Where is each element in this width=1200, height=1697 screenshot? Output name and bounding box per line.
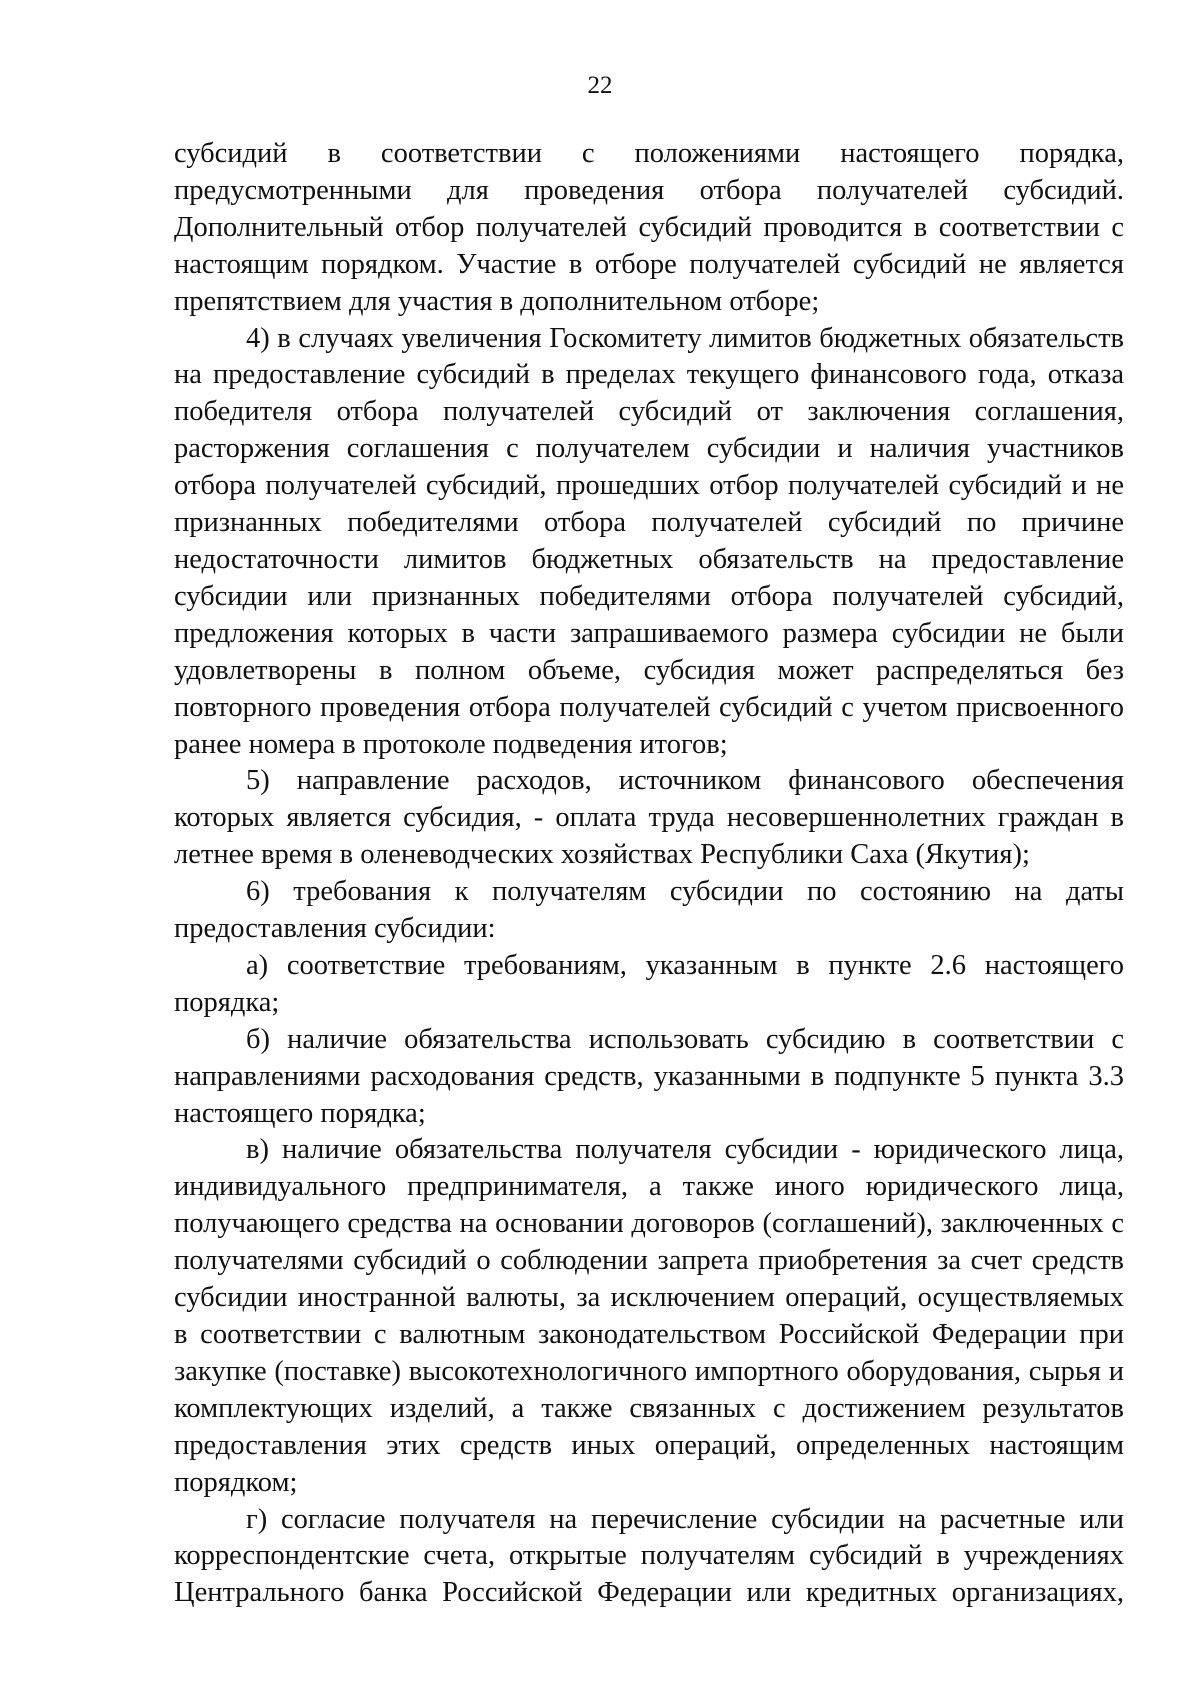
paragraph-subitem-v: в) наличие обязательства получателя субсидии - юридического лица, индивидуального предпринимателя, а также иного юридического лица, получающего средства на основании договоров (соглашений), заключенных с получателями субсидий о соблюдении запрета приобретения за счет средств субсидии иностранной валюты, за исключением операций, осуществляемых в соответствии с валютным законодательством Российской Федерации при закупке (поставке) высокотехнологичного импортного оборудования, сырья и комплектующих изделий, а также связанных с достижением результатов предоставления этих средств иных операций, определенных настоящим порядком; — [174, 1134, 1124, 1498]
paragraph-subitem-b: б) наличие обязательства использовать субсидию в соответствии с направлениями расходования средств, указанными в подпункте 5 пункта 3.3 настоящего порядка; — [174, 1023, 1124, 1129]
paragraph-subitem-a: а) соответствие требованиям, указанным в пункте 2.6 настоящего порядка; — [174, 949, 1124, 1018]
paragraph-item-6: 6) требования к получателям субсидии по состоянию на даты предоставления субсидии: — [174, 876, 1124, 945]
page-number: 22 — [587, 72, 613, 99]
paragraph-item-4: 4) в случаях увеличения Госкомитету лимитов бюджетных обязательств на предоставление субсидий в пределах текущего финансового года, отказа победителя отбора получателей субсидий от заключения соглашения, расторжения соглашения с получателем субсидии и наличия участников отбора получателей субсидий, прошедших отбор получателей субсидий и не признанных победителями отбора получателей субсидий по причине недостаточности лимитов бюджетных обязательств на предоставление субсидии или признанных победителями отбора получателей субсидий, предложения которых в части запрашиваемого размера субсидии не были удовлетворены в полном объеме, субсидия может распределяться без повторного проведения отбора получателей субсидий с учетом присвоенного ранее номера в протоколе подведения итогов; — [174, 322, 1124, 760]
paragraph-subitem-g: г) согласие получателя на перечисление субсидии на расчетные или корреспондентские счета, открытые получателям субсидий в учреждениях Центрального банка Российской Федерации или кредитных организациях, — [174, 1503, 1124, 1609]
paragraph-item-5: 5) направление расходов, источником финансового обеспечения которых является субсидия, - оплата труда несовершеннолетних граждан в летнее время в оленеводческих хозяйствах Республики Саха (Якутия); — [174, 765, 1124, 871]
paragraph-continuation: субсидий в соответствии с положениями настоящего порядка, предусмотренными для проведения отбора получателей субсидий. Дополнительный отбор получателей субсидий проводится в соответствии с настоящим порядком. Участие в отборе получателей субсидий не является препятствием для участия в дополнительном отборе; — [174, 138, 1124, 317]
document-body — [174, 136, 1124, 1612]
